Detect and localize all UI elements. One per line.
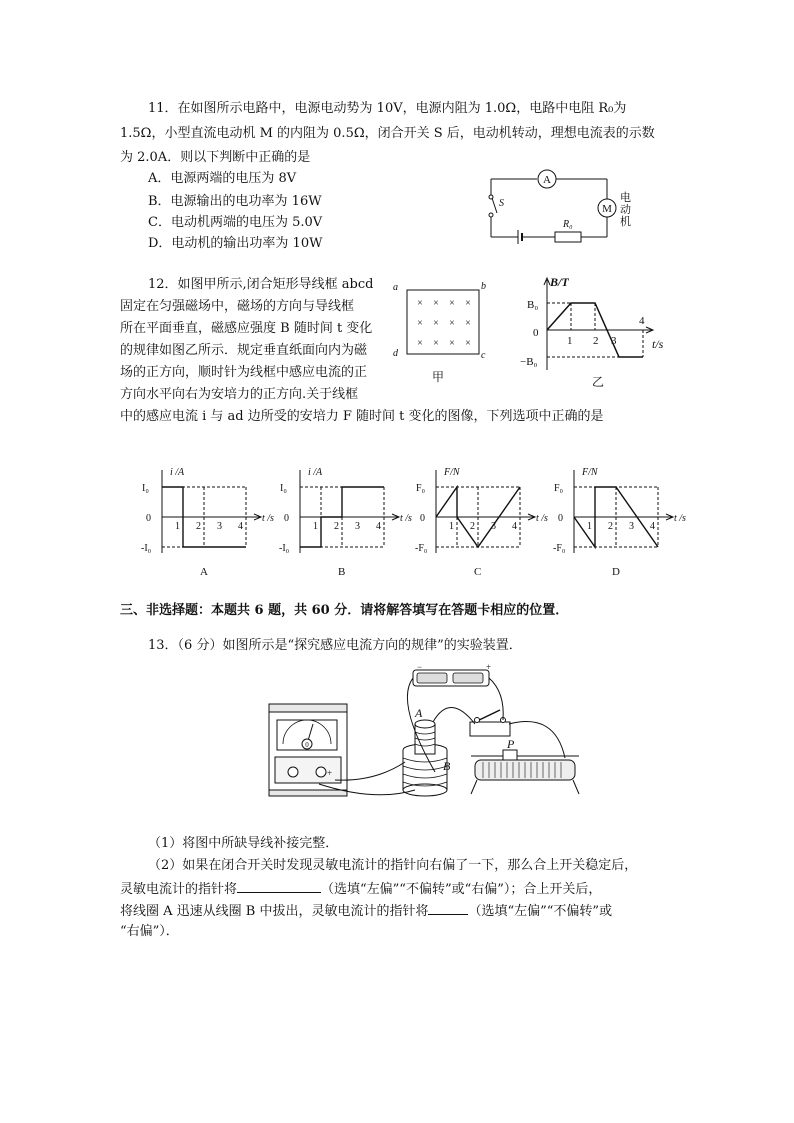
q13-part1: （1）将图中所缺导线补接完整． bbox=[148, 836, 339, 851]
field-x-mark: × bbox=[465, 318, 471, 329]
option-tick-4: 4 bbox=[376, 521, 381, 532]
battery-plus: + bbox=[486, 662, 492, 672]
option-graph-d bbox=[552, 465, 702, 580]
option-neg-label: -F₀ bbox=[415, 543, 428, 554]
fig-yi-ylabel: B/T bbox=[550, 275, 569, 289]
option-pos-label: I₀ bbox=[142, 483, 149, 494]
q11-line1: 11．在如图所示电路中，电源电动势为 10V，电源内阻为 1.0Ω，电路中电阻 R₀为 bbox=[148, 101, 627, 116]
field-x-mark: × bbox=[417, 298, 423, 309]
fig-yi-xlabel: t/s bbox=[652, 337, 664, 351]
q11-option-b: B．电源输出的电功率为 16W bbox=[148, 194, 322, 209]
option-tick-2: 2 bbox=[334, 521, 339, 532]
option-pos-label: I₀ bbox=[280, 483, 287, 494]
fig-jia bbox=[392, 280, 492, 385]
option-neg-label: -I₀ bbox=[279, 543, 290, 554]
field-x-mark: × bbox=[449, 298, 455, 309]
option-tick-3: 3 bbox=[217, 521, 222, 532]
option-zero: 0 bbox=[558, 513, 563, 524]
resistor-label: R₀ bbox=[563, 219, 573, 230]
q13-part2-line2-text-a: 灵敏电流计的指针将 bbox=[120, 882, 238, 897]
q12-line4: 的规律如图乙所示．规定垂直纸面向内为磁 bbox=[120, 343, 368, 358]
fig-yi-neg-label: −B₀ bbox=[520, 356, 538, 368]
field-x-mark: × bbox=[465, 298, 471, 309]
fig-yi-tick-4: 4 bbox=[639, 315, 645, 327]
q12-line2: 固定在匀强磁场中，磁场的方向与导线框 bbox=[120, 299, 355, 314]
fig-yi-tick-3: 3 bbox=[611, 335, 617, 347]
q11-line3: 为 2.0A．则以下判断中正确的是 bbox=[120, 150, 311, 165]
q11-option-d: D．电动机的输出功率为 10W bbox=[148, 236, 323, 251]
field-x-mark: × bbox=[449, 318, 455, 329]
fig-yi-pos-label: B₀ bbox=[527, 299, 539, 311]
field-x-mark: × bbox=[433, 298, 439, 309]
ammeter-label: A bbox=[543, 174, 551, 186]
magnetic-field-marks bbox=[417, 298, 471, 349]
corner-d: d bbox=[393, 348, 398, 359]
answer-blank-1[interactable] bbox=[237, 880, 321, 893]
option-neg-label: -I₀ bbox=[141, 543, 152, 554]
q13-apparatus-diagram bbox=[265, 662, 585, 812]
corner-b: b bbox=[481, 281, 486, 292]
q12-line5: 场的正方向，顺时针为线框中感应电流的正 bbox=[120, 365, 368, 380]
option-letter: C bbox=[474, 566, 482, 578]
section-3-title: 三、非选择题：本题共 6 题，共 60 分．请将解答填写在答题卡相应的位置． bbox=[120, 603, 569, 618]
field-x-mark: × bbox=[417, 318, 423, 329]
option-letter: D bbox=[612, 566, 620, 578]
option-xlabel: t /s bbox=[262, 513, 274, 524]
field-x-mark: × bbox=[465, 338, 471, 349]
option-ylabel: i /A bbox=[308, 467, 323, 478]
slider-label: P bbox=[507, 737, 515, 751]
coil-a-label: A bbox=[415, 706, 423, 720]
q13-part2-line4: “右偏”）． bbox=[120, 924, 179, 939]
option-xlabel: t /s bbox=[674, 513, 686, 524]
option-tick-2: 2 bbox=[608, 521, 613, 532]
field-x-mark: × bbox=[449, 338, 455, 349]
q13-intro: 13．（6 分）如图所示是“探究感应电流方向的规律”的实验装置． bbox=[148, 638, 522, 653]
option-xlabel: t /s bbox=[400, 513, 412, 524]
q11-option-a: A．电源两端的电压为 8V bbox=[148, 171, 297, 186]
q13-part2-line1: （2）如果在闭合开关时发现灵敏电流计的指针向右偏了一下，那么合上开关稳定后， bbox=[148, 858, 638, 873]
option-neg-label: -F₀ bbox=[553, 543, 566, 554]
fig-yi-tick-2: 2 bbox=[593, 335, 599, 347]
rheostat-icon bbox=[471, 750, 579, 794]
motor-label: 电动机 bbox=[620, 192, 631, 228]
meter-zero: 0 bbox=[305, 741, 309, 749]
galvanometer-icon bbox=[269, 704, 347, 796]
option-tick-3: 3 bbox=[491, 521, 496, 532]
option-tick-4: 4 bbox=[238, 521, 243, 532]
fig-yi-tick-1: 1 bbox=[567, 335, 573, 347]
option-letter: A bbox=[200, 566, 208, 578]
option-ylabel: F/N bbox=[582, 467, 598, 478]
fig-yi-b-t-graph bbox=[515, 270, 680, 390]
coil-b-label: B bbox=[443, 759, 451, 773]
option-tick-1: 1 bbox=[175, 521, 180, 532]
battery-minus: − bbox=[417, 662, 423, 672]
option-tick-1: 1 bbox=[313, 521, 318, 532]
option-tick-1: 1 bbox=[587, 521, 592, 532]
motor-symbol: M bbox=[602, 203, 612, 215]
option-ylabel: i /A bbox=[170, 467, 185, 478]
switch-icon bbox=[492, 198, 497, 213]
option-tick-4: 4 bbox=[650, 521, 655, 532]
q13-part2-line3 bbox=[120, 902, 612, 921]
option-graph-c bbox=[414, 465, 564, 580]
option-letter: B bbox=[338, 566, 346, 578]
option-pos-label: F₀ bbox=[554, 483, 564, 494]
fig-yi-caption: 乙 bbox=[592, 375, 605, 389]
q12-line1: 12．如图甲所示,闭合矩形导线框 abcd bbox=[148, 277, 374, 292]
q12-line6: 方向水平向右为安培力的正方向.关于线框 bbox=[120, 387, 359, 402]
q12-line7: 中的感应电流 i 与 ad 边所受的安培力 F 随时间 t 变化的图像，下列选项中正确的是 bbox=[120, 409, 604, 424]
field-x-mark: × bbox=[417, 338, 423, 349]
field-x-mark: × bbox=[433, 338, 439, 349]
field-x-mark: × bbox=[433, 318, 439, 329]
option-tick-1: 1 bbox=[449, 521, 454, 532]
resistor-icon bbox=[555, 232, 581, 242]
corner-c: c bbox=[481, 350, 486, 361]
option-ylabel: F/N bbox=[444, 467, 460, 478]
battery-pack-icon bbox=[413, 662, 491, 686]
q12-line3: 所在平面垂直，磁感应强度 B 随时间 t 变化 bbox=[120, 321, 373, 336]
q13-part2-line3-text-b: （选填“左偏”“不偏转”或 bbox=[468, 904, 613, 919]
q11-option-c: C．电动机两端的电压为 5.0V bbox=[148, 215, 323, 230]
option-graph-a bbox=[140, 465, 290, 580]
option-graph-b bbox=[278, 465, 428, 580]
switch-label: S bbox=[499, 198, 504, 209]
q13-part2-line3-text-a: 将线圈 A 迅速从线圈 B 中拔出，灵敏电流计的指针将 bbox=[120, 904, 429, 919]
option-zero: 0 bbox=[146, 513, 151, 524]
answer-blank-2[interactable] bbox=[428, 902, 468, 915]
option-tick-3: 3 bbox=[355, 521, 360, 532]
meter-plus: + bbox=[327, 768, 333, 778]
option-xlabel: t /s bbox=[536, 513, 548, 524]
option-zero: 0 bbox=[420, 513, 425, 524]
option-tick-4: 4 bbox=[512, 521, 517, 532]
option-tick-2: 2 bbox=[470, 521, 475, 532]
q13-part2-line2-text-b: （选填“左偏”“不偏转”或“右偏”）；合上开关后， bbox=[321, 882, 602, 897]
q13-part2-line2 bbox=[120, 880, 601, 899]
fig-yi-zero: 0 bbox=[533, 327, 539, 339]
coil-a-icon bbox=[415, 720, 435, 754]
option-tick-3: 3 bbox=[629, 521, 634, 532]
option-tick-2: 2 bbox=[196, 521, 201, 532]
option-zero: 0 bbox=[284, 513, 289, 524]
q11-circuit-diagram bbox=[485, 165, 645, 245]
switch-icon bbox=[470, 710, 510, 736]
q11-line2: 1.5Ω，小型直流电动机 M 的内阻为 0.5Ω，闭合开关 S 后，电动机转动，理想电流表的示数 bbox=[120, 126, 655, 141]
option-pos-label: F₀ bbox=[416, 483, 426, 494]
fig-jia-caption: 甲 bbox=[431, 370, 445, 384]
corner-a: a bbox=[393, 282, 398, 293]
